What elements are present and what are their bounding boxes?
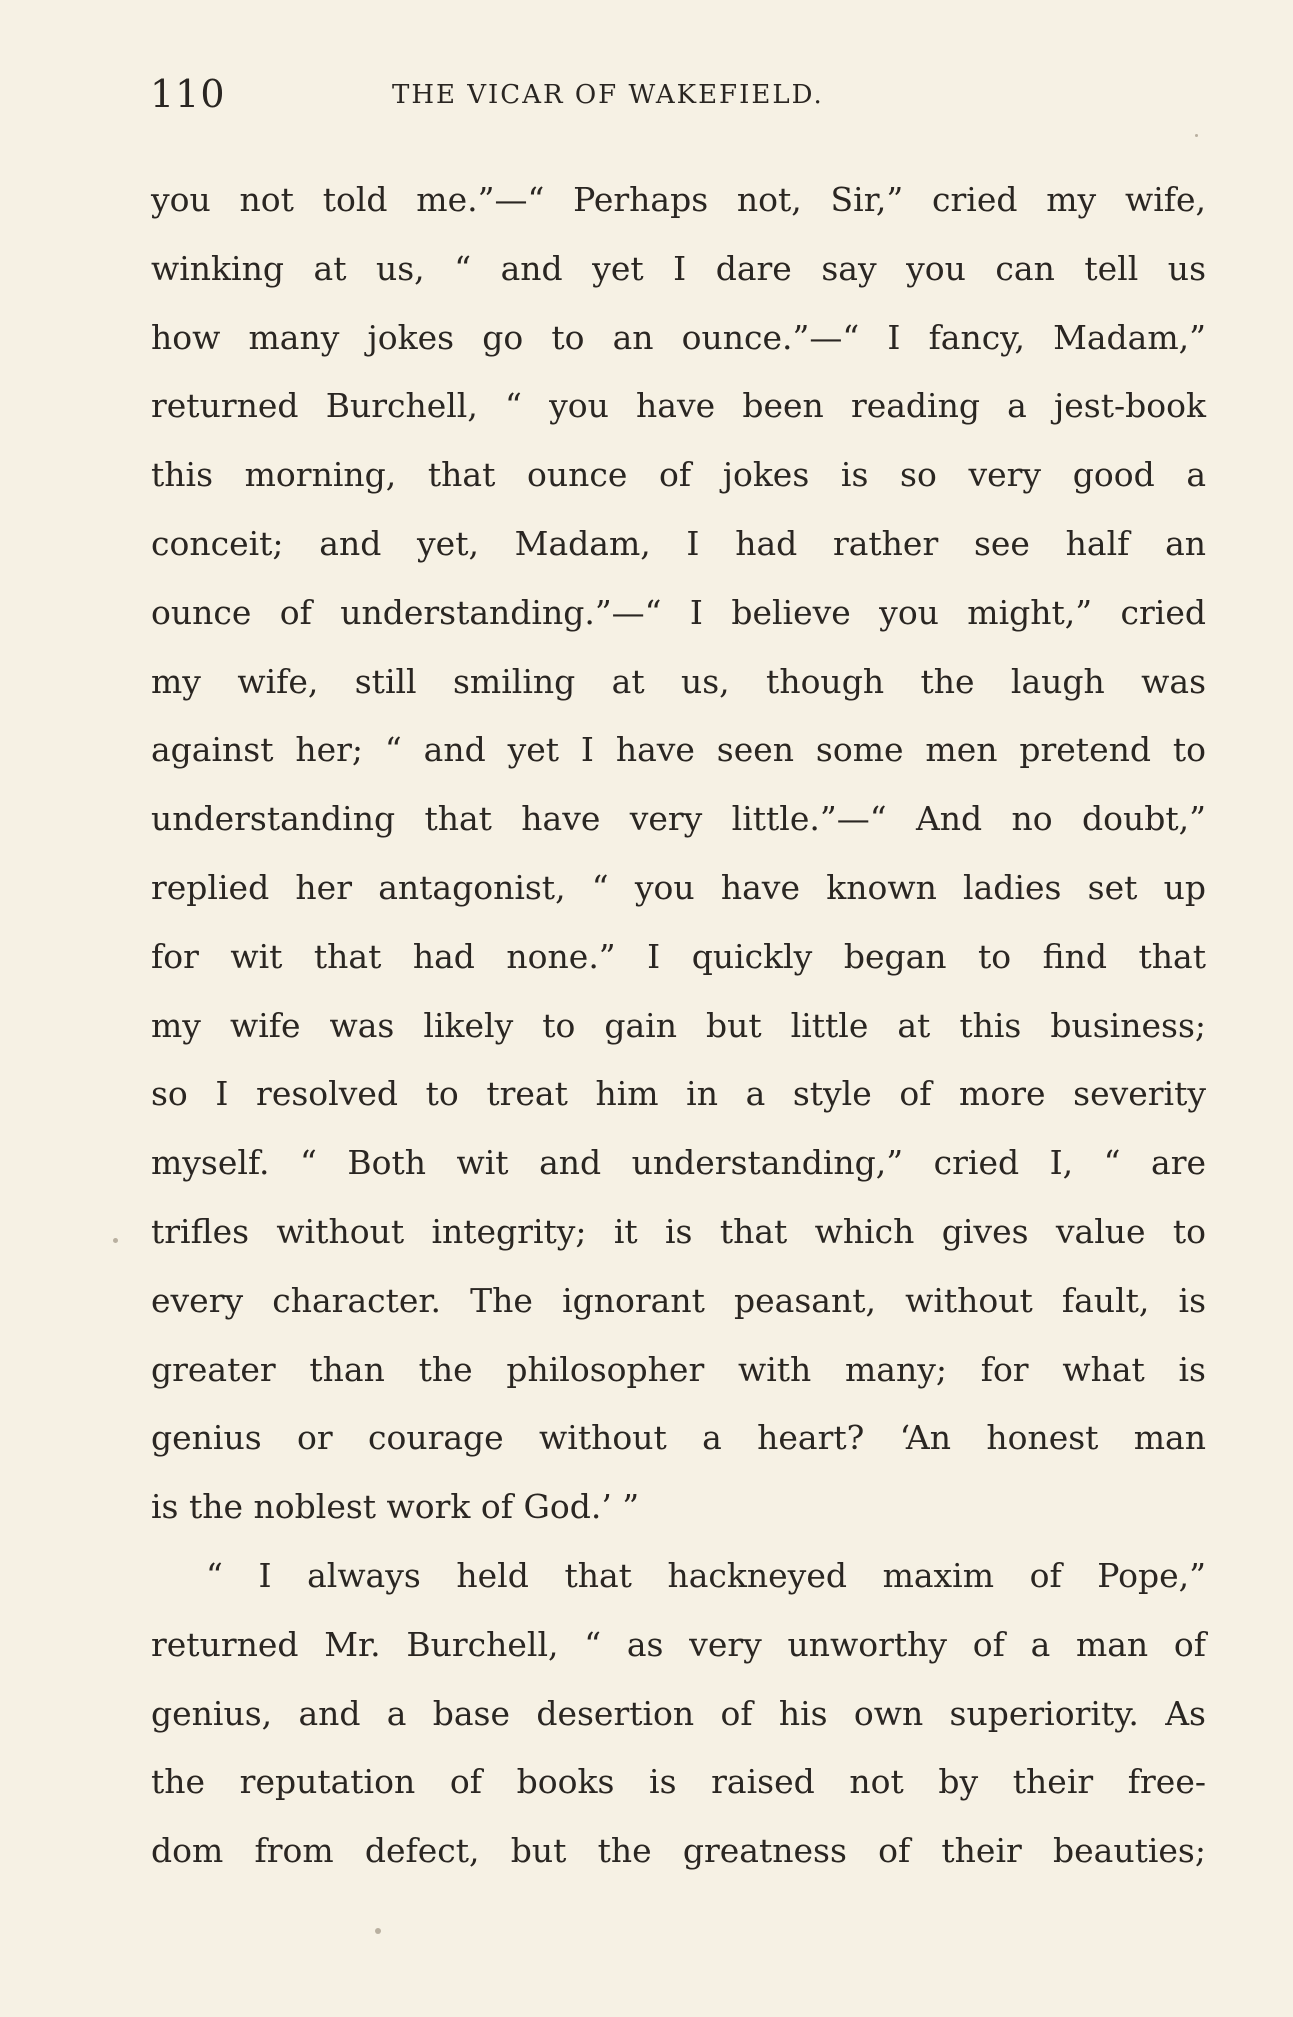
paper-speck bbox=[1195, 134, 1198, 137]
text-line: the reputation of books is raised not by their free- bbox=[151, 1762, 1206, 1802]
text-line: my wife was likely to gain but little at this business; bbox=[151, 1005, 1206, 1045]
page-number: 110 bbox=[150, 72, 226, 116]
text-line: “ I always held that hackneyed maxim of Pope,” bbox=[206, 1555, 1206, 1595]
text-line: dom from defect, but the greatness of their beauties; bbox=[151, 1831, 1206, 1871]
text-line: this morning, that ounce of jokes is so very good a bbox=[151, 455, 1206, 495]
page-header bbox=[150, 72, 970, 122]
text-line: my wife, still smiling at us, though the laugh was bbox=[151, 661, 1206, 701]
body-text bbox=[151, 166, 1206, 1886]
text-line: for wit that had none.” I quickly began to find that bbox=[151, 936, 1206, 976]
text-line: you not told me.”—“ Perhaps not, Sir,” cried my wife, bbox=[151, 180, 1206, 219]
paper-speck bbox=[113, 1238, 118, 1243]
text-line: every character. The ignorant peasant, without fault, is bbox=[151, 1280, 1206, 1320]
text-line: returned Mr. Burchell, “ as very unworthy of a man of bbox=[151, 1624, 1206, 1664]
text-line: trifles without integrity; it is that which gives value to bbox=[151, 1211, 1206, 1251]
text-line: conceit; and yet, Madam, I had rather see half an bbox=[151, 523, 1206, 563]
text-line: against her; “ and yet I have seen some men pretend to bbox=[151, 730, 1206, 770]
running-title: THE VICAR OF WAKEFIELD. bbox=[392, 80, 824, 110]
text-line: understanding that have very little.”—“ And no doubt,” bbox=[151, 799, 1206, 839]
text-line: is the noblest work of God.’ ” bbox=[151, 1487, 640, 1527]
paper-speck bbox=[375, 1928, 381, 1934]
text-line: myself. “ Both wit and understanding,” cried I, “ are bbox=[151, 1143, 1206, 1183]
text-line: ounce of understanding.”—“ I believe you might,” cried bbox=[151, 592, 1206, 632]
text-line: genius or courage without a heart? ‘An honest man bbox=[151, 1418, 1206, 1458]
text-line: replied her antagonist, “ you have known ladies set up bbox=[151, 867, 1206, 907]
text-line: greater than the philosopher with many; for what is bbox=[151, 1349, 1206, 1389]
text-line: how many jokes go to an ounce.”—“ I fancy, Madam,” bbox=[151, 317, 1206, 357]
text-line: so I resolved to treat him in a style of more severity bbox=[151, 1074, 1206, 1114]
text-line: genius, and a base desertion of his own superiority. As bbox=[151, 1693, 1206, 1733]
text-line: returned Burchell, “ you have been reading a jest-book bbox=[151, 386, 1206, 426]
text-line: winking at us, “ and yet I dare say you can tell us bbox=[151, 248, 1206, 288]
